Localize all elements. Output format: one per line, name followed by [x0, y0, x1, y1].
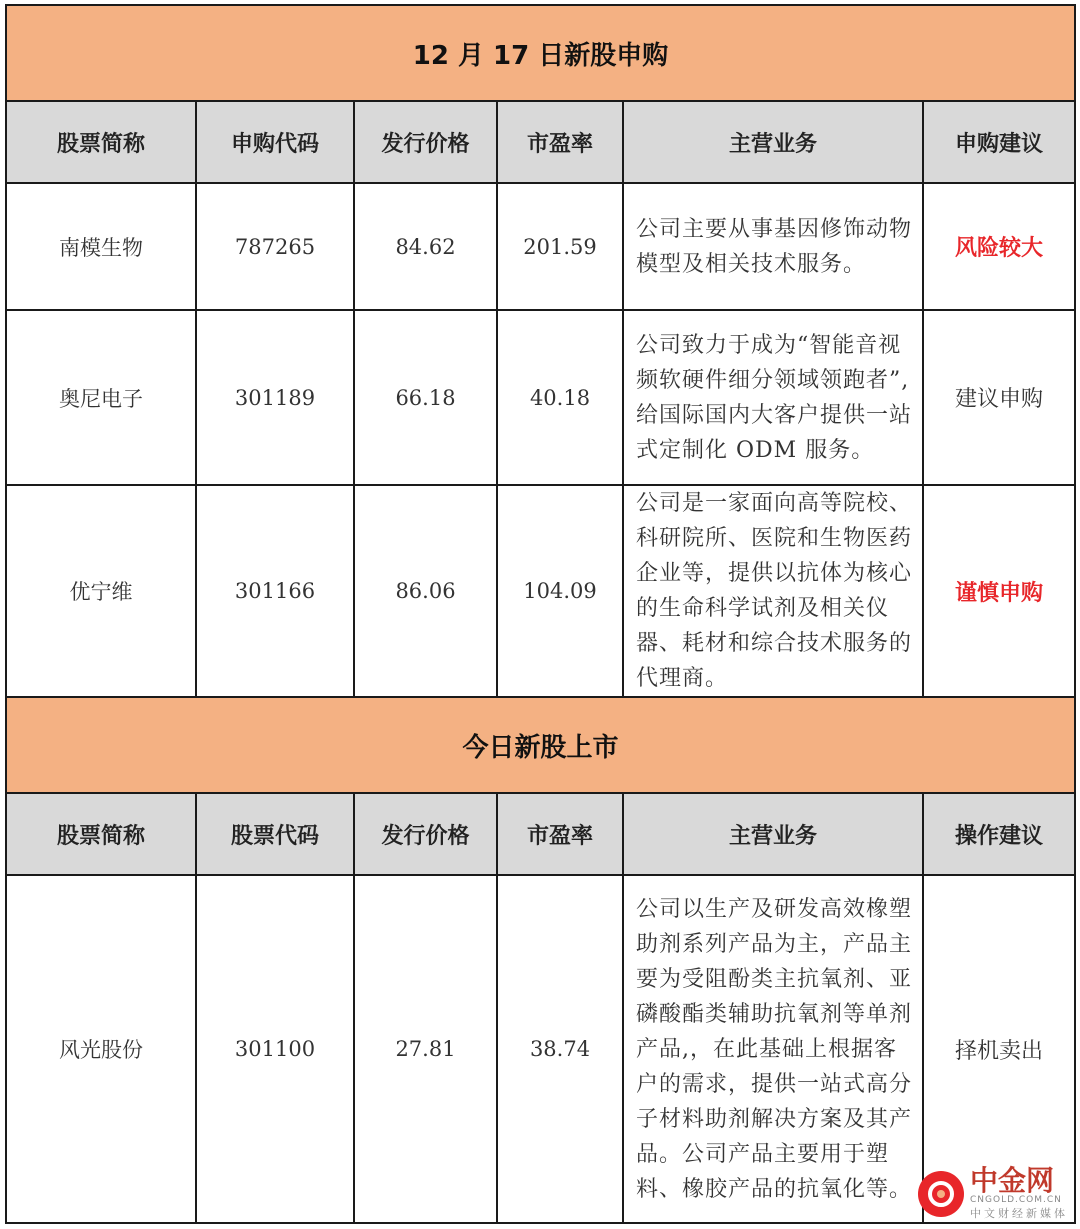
ipo-table — [5, 4, 1076, 1224]
issue-price: 86.06 — [354, 485, 497, 697]
cngold-logo-icon — [918, 1171, 964, 1217]
column-header: 发行价格 — [354, 793, 497, 875]
stock-code: 787265 — [196, 183, 354, 310]
pe-ratio: 104.09 — [497, 485, 623, 697]
pe-ratio: 38.74 — [497, 875, 623, 1223]
table-row — [6, 183, 1075, 310]
stock-code: 301100 — [196, 875, 354, 1223]
subscription-advice: 谨慎申购 — [923, 485, 1075, 697]
subscription-title: 12 月 17 日新股申购 — [6, 5, 1075, 101]
column-header: 股票简称 — [6, 793, 196, 875]
issue-price: 84.62 — [354, 183, 497, 310]
column-header: 股票代码 — [196, 793, 354, 875]
stock-name: 优宁维 — [6, 485, 196, 697]
pe-ratio: 40.18 — [497, 310, 623, 485]
pe-ratio: 201.59 — [497, 183, 623, 310]
main-business: 公司致力于成为“智能音视频软硬件细分领域领跑者”,给国际国内大客户提供一站式定制化 ODM 服务。 — [623, 310, 923, 485]
listing-header-row — [6, 793, 1075, 875]
column-header: 申购建议 — [923, 101, 1075, 183]
stock-name: 风光股份 — [6, 875, 196, 1223]
table-row — [6, 310, 1075, 485]
issue-price: 66.18 — [354, 310, 497, 485]
column-header: 主营业务 — [623, 793, 923, 875]
issue-price: 27.81 — [354, 875, 497, 1223]
stock-name: 南模生物 — [6, 183, 196, 310]
column-header: 主营业务 — [623, 101, 923, 183]
watermark-brand: 中金网 — [970, 1164, 1055, 1197]
cngold-watermark — [918, 1164, 1068, 1221]
subscription-advice: 建议申购 — [923, 310, 1075, 485]
watermark-domain: CNGOLD.COM.CN — [970, 1195, 1062, 1205]
table-row — [6, 485, 1075, 697]
main-business: 公司以生产及研发高效橡塑助剂系列产品为主，产品主要为受阻酚类主抗氧剂、亚磷酸酯类辅助抗氧剂等单剂产品,，在此基础上根据客户的需求，提供一站式高分子材料助剂解决方案及其产品。公司产品主要用于塑料、橡胶产品的抗氧化等。 — [623, 875, 923, 1223]
watermark-tagline: 中文财经新媒体 — [970, 1207, 1068, 1220]
subscription-section-row — [6, 5, 1075, 101]
column-header: 发行价格 — [354, 101, 497, 183]
stock-name: 奥尼电子 — [6, 310, 196, 485]
main-business: 公司是一家面向高等院校、科研院所、医院和生物医药企业等，提供以抗体为核心的生命科学试剂及相关仪器、耗材和综合技术服务的代理商。 — [623, 485, 923, 697]
main-business: 公司主要从事基因修饰动物模型及相关技术服务。 — [623, 183, 923, 310]
column-header: 市盈率 — [497, 101, 623, 183]
stock-code: 301189 — [196, 310, 354, 485]
subscription-header-row — [6, 101, 1075, 183]
column-header: 申购代码 — [196, 101, 354, 183]
column-header: 操作建议 — [923, 793, 1075, 875]
table-row — [6, 875, 1075, 1223]
operation-advice: 择机卖出 — [923, 875, 1075, 1223]
listing-section-row — [6, 697, 1075, 793]
subscription-advice: 风险较大 — [923, 183, 1075, 310]
column-header: 市盈率 — [497, 793, 623, 875]
stock-code: 301166 — [196, 485, 354, 697]
column-header: 股票简称 — [6, 101, 196, 183]
listing-title: 今日新股上市 — [6, 697, 1075, 793]
